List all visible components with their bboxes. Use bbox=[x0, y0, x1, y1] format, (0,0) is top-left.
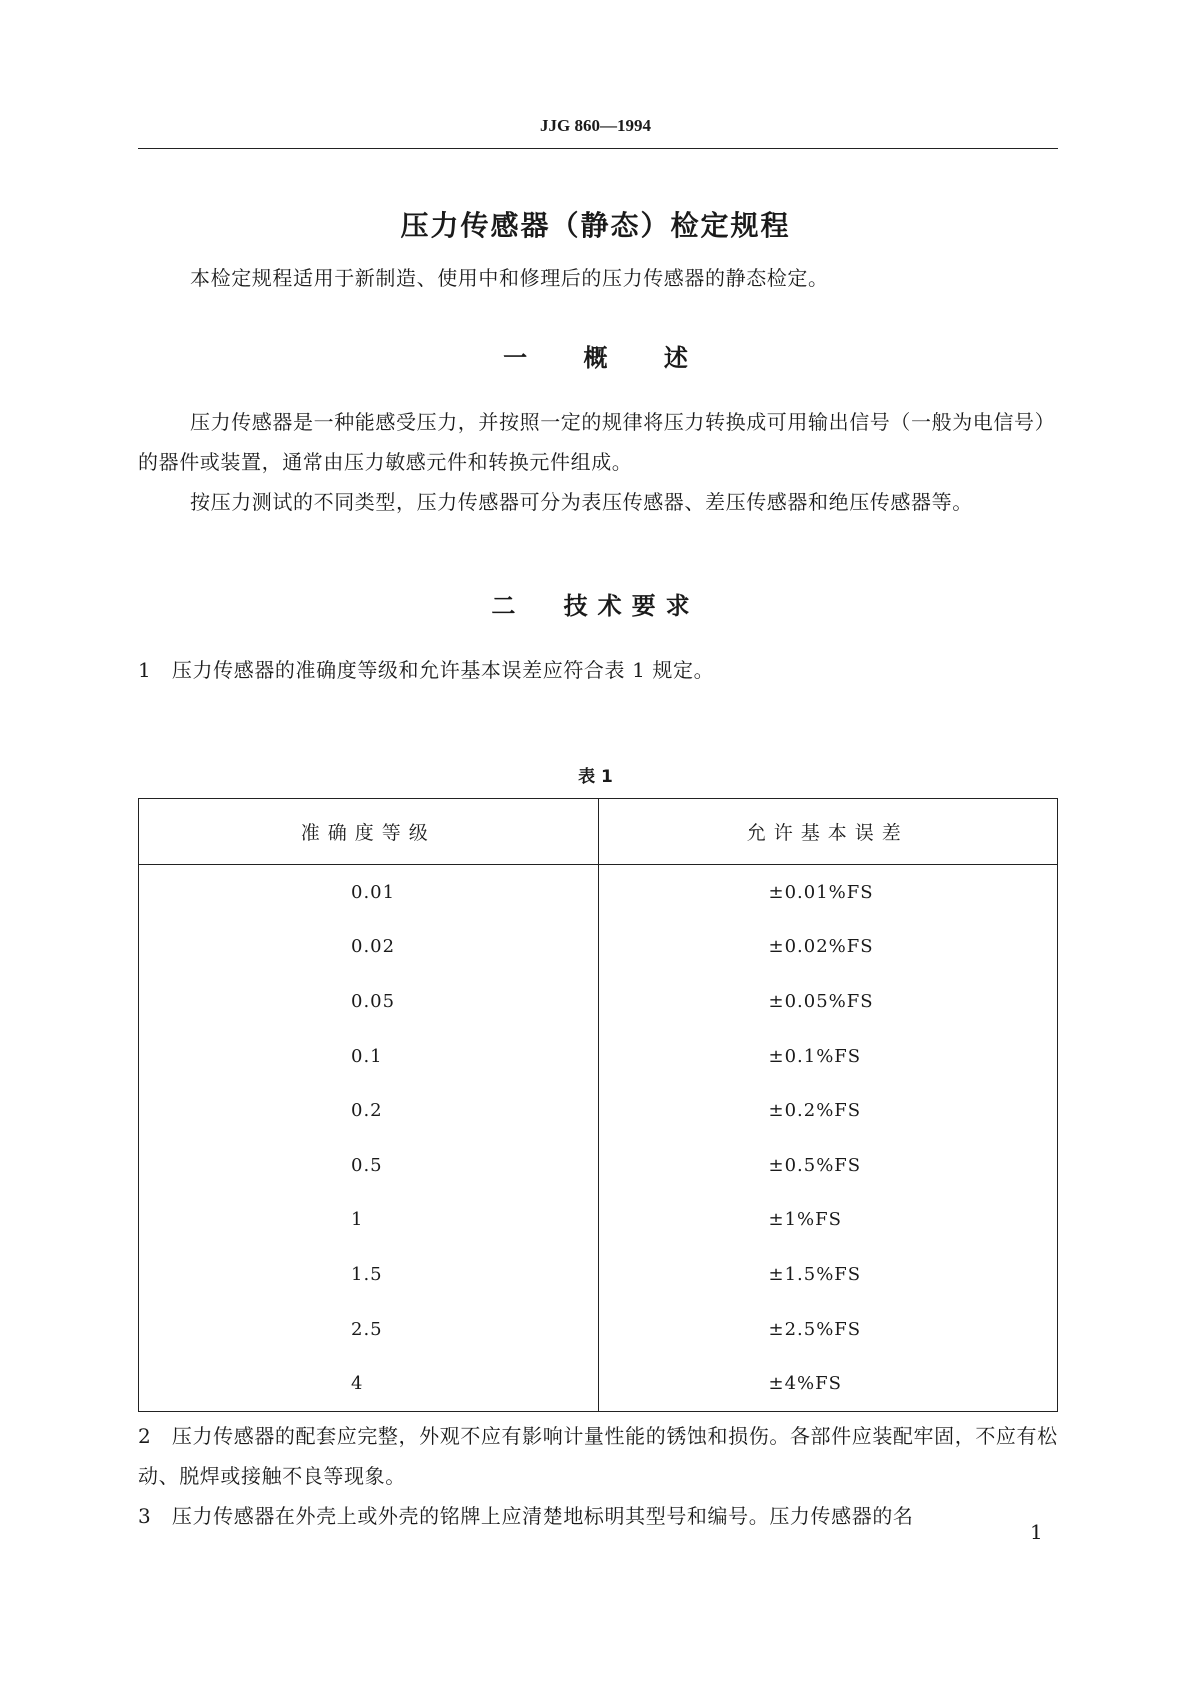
permissible-error-cell: ±0.2%FS bbox=[768, 1100, 862, 1122]
table-caption: 表 1 bbox=[578, 767, 613, 787]
table-row bbox=[139, 1247, 1058, 1302]
header-divider bbox=[138, 148, 1058, 149]
permissible-error-cell: ±0.01%FS bbox=[768, 881, 874, 903]
table-row bbox=[139, 1029, 1058, 1084]
table-row bbox=[139, 1083, 1058, 1138]
requirement-item-3: 3 压力传感器在外壳上或外壳的铭牌上应清楚地标明其型号和编号。压力传感器的名 bbox=[138, 1504, 914, 1528]
header-accuracy-class: 准确度等级 bbox=[139, 799, 599, 865]
table-header-row bbox=[139, 799, 1058, 865]
permissible-error-cell: ±0.5%FS bbox=[768, 1154, 862, 1176]
table-row bbox=[139, 1302, 1058, 1357]
permissible-error-cell: ±2.5%FS bbox=[768, 1318, 862, 1340]
requirement-item-1: 1 压力传感器的准确度等级和允许基本误差应符合表 1 规定。 bbox=[138, 658, 715, 682]
table-row bbox=[139, 865, 1058, 920]
accuracy-class-cell: 1.5 bbox=[139, 1247, 599, 1302]
accuracy-class-cell: 0.05 bbox=[139, 974, 599, 1029]
accuracy-class-cell: 0.02 bbox=[139, 920, 599, 975]
permissible-error-cell: ±0.05%FS bbox=[768, 990, 874, 1012]
page-number: 1 bbox=[1030, 1520, 1043, 1544]
section-heading-overview: 一 概 述 bbox=[503, 344, 688, 372]
table-row bbox=[139, 1356, 1058, 1411]
overview-paragraph-2: 按压力测试的不同类型，压力传感器可分为表压传感器、差压传感器和绝压传感器等。 bbox=[190, 490, 973, 514]
permissible-error-cell: ±4%FS bbox=[768, 1373, 842, 1395]
accuracy-class-cell: 0.01 bbox=[139, 865, 599, 920]
table-row bbox=[139, 920, 1058, 975]
permissible-error-cell: ±1.5%FS bbox=[768, 1263, 862, 1285]
accuracy-table bbox=[138, 798, 1058, 1412]
section-heading-technical: 二 技术要求 bbox=[491, 592, 700, 620]
permissible-error-cell: ±1%FS bbox=[768, 1209, 842, 1231]
accuracy-class-cell: 0.2 bbox=[139, 1083, 599, 1138]
header-permissible-error: 允许基本误差 bbox=[598, 799, 1058, 865]
table-row bbox=[139, 1193, 1058, 1248]
table-row bbox=[139, 974, 1058, 1029]
accuracy-class-cell: 4 bbox=[139, 1356, 599, 1411]
document-title: 压力传感器（静态）检定规程 bbox=[400, 209, 791, 242]
standard-code: JJG 860—1994 bbox=[540, 116, 651, 135]
scope-paragraph: 本检定规程适用于新制造、使用中和修理后的压力传感器的静态检定。 bbox=[190, 266, 829, 290]
accuracy-class-cell: 0.5 bbox=[139, 1138, 599, 1193]
requirement-item-2: 2 压力传感器的配套应完整，外观不应有影响计量性能的锈蚀和损伤。各部件应装配牢固，不应有松动、脱焊或接触不良等现象。 bbox=[138, 1424, 1058, 1488]
permissible-error-cell: ±0.1%FS bbox=[768, 1045, 862, 1067]
accuracy-class-cell: 2.5 bbox=[139, 1302, 599, 1357]
permissible-error-cell: ±0.02%FS bbox=[768, 936, 874, 958]
accuracy-class-cell: 1 bbox=[139, 1193, 599, 1248]
overview-paragraph-1: 压力传感器是一种能感受压力，并按照一定的规律将压力转换成可用输出信号（一般为电信号）的器件或装置，通常由压力敏感元件和转换元件组成。 bbox=[138, 410, 1056, 474]
accuracy-class-cell: 0.1 bbox=[139, 1029, 599, 1084]
table-row bbox=[139, 1138, 1058, 1193]
